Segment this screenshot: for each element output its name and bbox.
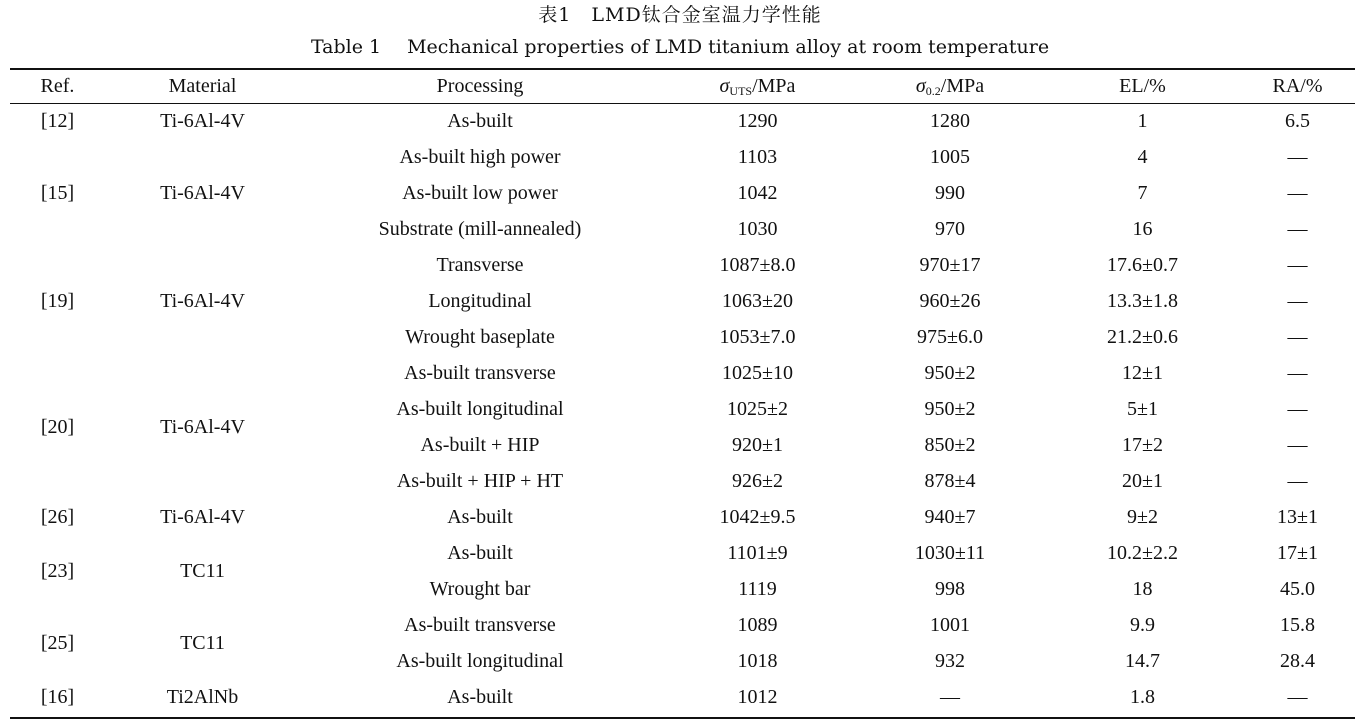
cell-uts: 1063±20 xyxy=(722,289,793,312)
cell-reduction-area: — xyxy=(1287,397,1308,420)
cell-processing: Wrought baseplate xyxy=(405,325,555,348)
cell-reduction-area: — xyxy=(1287,469,1308,492)
cell-processing: Transverse xyxy=(436,253,524,276)
cell-material: Ti-6Al-4V xyxy=(160,109,245,132)
cell-processing: As-built + HIP xyxy=(420,433,540,456)
cell-material: Ti2AlNb xyxy=(166,685,239,708)
col-header-yield xyxy=(855,70,1045,103)
properties-table xyxy=(10,70,1355,715)
cell-elongation: 17.6±0.7 xyxy=(1107,253,1178,276)
yield-subscript: 0.2 xyxy=(925,83,941,98)
cell-ref: [16] xyxy=(40,685,75,708)
cell-yield: 850±2 xyxy=(924,433,976,456)
cell-processing: As-built transverse xyxy=(404,613,556,636)
cell-yield: 970 xyxy=(935,217,965,240)
cell-reduction-area: 28.4 xyxy=(1280,649,1315,672)
cell-reduction-area: 15.8 xyxy=(1280,613,1315,636)
cell-reduction-area: — xyxy=(1287,325,1308,348)
cell-yield: 950±2 xyxy=(924,361,976,384)
cell-elongation: 14.7 xyxy=(1125,649,1160,672)
cell-elongation: 17±2 xyxy=(1122,433,1163,456)
cell-elongation: 1.8 xyxy=(1130,685,1155,708)
cell-uts: 1101±9 xyxy=(727,541,788,564)
yield-unit: /MPa xyxy=(940,74,985,97)
col-header-elongation: EL/% xyxy=(1119,75,1166,97)
cell-uts: 1025±10 xyxy=(722,361,793,384)
cell-elongation: 9.9 xyxy=(1130,613,1155,636)
cell-material: TC11 xyxy=(180,559,225,582)
cell-reduction-area: — xyxy=(1287,145,1308,168)
cell-yield: 932 xyxy=(935,649,965,672)
cell-reduction-area: 6.5 xyxy=(1285,109,1310,132)
col-header-processing: Processing xyxy=(436,75,524,97)
cell-ref: [26] xyxy=(40,505,75,528)
cell-processing: As-built xyxy=(447,505,513,528)
cell-uts: 1290 xyxy=(737,109,778,132)
table-row xyxy=(10,103,1355,139)
cell-yield: — xyxy=(940,685,960,708)
cell-elongation: 12±1 xyxy=(1122,361,1163,384)
cell-reduction-area: — xyxy=(1287,685,1308,708)
cell-processing: As-built low power xyxy=(402,181,558,204)
cell-reduction-area: — xyxy=(1287,289,1308,312)
cell-uts: 1103 xyxy=(737,145,778,168)
cell-processing: As-built xyxy=(447,685,513,708)
cell-material: Ti-6Al-4V xyxy=(160,289,245,312)
cell-elongation: 16 xyxy=(1132,217,1153,240)
cell-yield: 1280 xyxy=(930,109,970,132)
table-row xyxy=(10,535,1355,571)
cell-yield: 998 xyxy=(935,577,965,600)
cell-uts: 1089 xyxy=(737,613,778,636)
cell-yield: 950±2 xyxy=(924,397,976,420)
cell-reduction-area: — xyxy=(1287,433,1308,456)
cell-processing: As-built + HIP + HT xyxy=(396,469,564,492)
cell-ref: [20] xyxy=(40,415,75,438)
cell-reduction-area: — xyxy=(1287,253,1308,276)
cell-elongation: 18 xyxy=(1132,577,1153,600)
cell-uts: 920±1 xyxy=(732,433,783,456)
cell-reduction-area: — xyxy=(1287,361,1308,384)
table-row xyxy=(10,355,1355,391)
cell-material: Ti-6Al-4V xyxy=(160,415,245,438)
cell-uts: 1042±9.5 xyxy=(719,505,796,528)
cell-uts: 1025±2 xyxy=(727,397,788,420)
cell-ref: [19] xyxy=(40,289,75,312)
cell-yield: 940±7 xyxy=(924,505,976,528)
cell-processing: Longitudinal xyxy=(428,289,532,312)
cell-elongation: 5±1 xyxy=(1127,397,1158,420)
cell-elongation: 20±1 xyxy=(1122,469,1163,492)
cell-uts: 1042 xyxy=(737,181,778,204)
cell-elongation: 1 xyxy=(1137,109,1148,132)
cell-elongation: 21.2±0.6 xyxy=(1107,325,1178,348)
cell-yield: 975±6.0 xyxy=(917,325,983,348)
cell-yield: 878±4 xyxy=(924,469,976,492)
uts-subscript: UTS xyxy=(729,83,753,98)
cell-material: TC11 xyxy=(180,631,225,654)
cell-uts: 1087±8.0 xyxy=(719,253,796,276)
table-title-english xyxy=(0,32,1360,62)
col-header-reduction-area: RA/% xyxy=(1272,75,1323,97)
cell-yield: 1001 xyxy=(930,613,970,636)
cell-processing: Wrought bar xyxy=(429,577,531,600)
bottom-rule xyxy=(10,717,1355,719)
table-row xyxy=(10,247,1355,283)
cell-yield: 960±26 xyxy=(919,289,981,312)
col-header-ref: Ref. xyxy=(40,75,75,97)
cell-yield: 990 xyxy=(935,181,965,204)
cell-reduction-area: — xyxy=(1287,217,1308,240)
table-number: Table 1 xyxy=(310,36,382,58)
yield-symbol: σ xyxy=(915,74,926,97)
cell-processing: As-built transverse xyxy=(404,361,556,384)
cell-elongation: 7 xyxy=(1137,181,1148,204)
cell-material: Ti-6Al-4V xyxy=(160,181,245,204)
cell-reduction-area: 45.0 xyxy=(1280,577,1315,600)
cell-reduction-area: — xyxy=(1287,181,1308,204)
cell-processing: As-built xyxy=(447,109,513,132)
cell-yield: 970±17 xyxy=(919,253,981,276)
cell-reduction-area: 13±1 xyxy=(1277,505,1318,528)
cell-uts: 1119 xyxy=(738,577,777,600)
table-row xyxy=(10,139,1355,175)
cell-elongation: 13.3±1.8 xyxy=(1107,289,1178,312)
cell-ref: [23] xyxy=(40,559,75,582)
col-header-material: Material xyxy=(168,75,237,97)
cell-elongation: 10.2±2.2 xyxy=(1107,541,1178,564)
cell-processing: As-built longitudinal xyxy=(396,397,564,420)
cell-processing: As-built high power xyxy=(399,145,561,168)
cell-reduction-area: 17±1 xyxy=(1277,541,1318,564)
table-caption: Mechanical properties of LMD titanium alloy at room temperature xyxy=(407,36,1050,58)
cell-ref: [15] xyxy=(40,181,75,204)
table-row xyxy=(10,679,1355,715)
col-header-uts xyxy=(660,70,855,103)
uts-symbol: σ xyxy=(719,74,730,97)
cell-material: Ti-6Al-4V xyxy=(160,505,245,528)
cell-uts: 926±2 xyxy=(732,469,783,492)
table-title-chinese: 表1 LMD钛合金室温力学性能 xyxy=(538,4,822,26)
cell-uts: 1030 xyxy=(737,217,778,240)
table-body xyxy=(10,103,1355,715)
cell-processing: Substrate (mill-annealed) xyxy=(378,217,582,240)
cell-yield: 1030±11 xyxy=(914,541,986,564)
cell-ref: [25] xyxy=(40,631,75,654)
table-row xyxy=(10,499,1355,535)
header-row xyxy=(10,70,1355,103)
cell-uts: 1012 xyxy=(737,685,778,708)
cell-processing: As-built longitudinal xyxy=(396,649,564,672)
cell-uts: 1053±7.0 xyxy=(719,325,796,348)
cell-processing: As-built xyxy=(447,541,513,564)
cell-elongation: 4 xyxy=(1137,145,1148,168)
table-row xyxy=(10,607,1355,643)
cell-uts: 1018 xyxy=(737,649,778,672)
cell-yield: 1005 xyxy=(930,145,970,168)
uts-unit: /MPa xyxy=(752,74,796,97)
cell-ref: [12] xyxy=(40,109,75,132)
cell-elongation: 9±2 xyxy=(1127,505,1158,528)
